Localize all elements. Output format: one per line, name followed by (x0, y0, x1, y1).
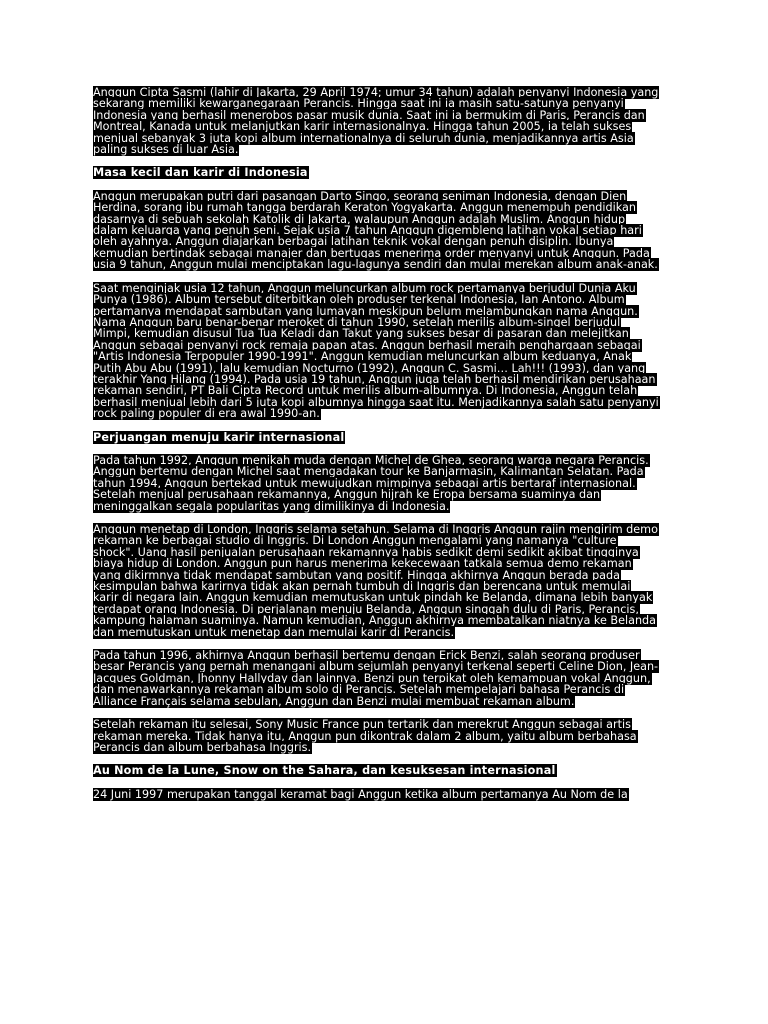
section-heading-au-nom-de-la-lune (93, 765, 659, 776)
paragraph-benzi (93, 650, 659, 707)
paragraph-text: 24 Juni 1997 merupakan tanggal keramat bagi Anggun ketika album pertamanya Au Nom de la (93, 787, 628, 801)
paragraph-text: Anggun Cipta Sasmi (lahir di Jakarta, 29 April 1974; umur 34 tahun) adalah penyanyi Indonesia yang sekarang memiliki kewarganegaraan Perancis. Hingga saat ini ia masih satu-satunya penyanyi Indonesia yang berhasil menerobos pasar musik dunia. Saat ini ia bermukim di Paris, Perancis dan Montreal, Kanada untuk melanjutkan karir internasionalnya. Hingga tahun 2005, ia telah sukses menjual sebanyak 3 juta kopi album internationalnya di seluruh dunia, menjadikannya artis Asia paling sukses di luar Asia. (93, 86, 659, 157)
paragraph-first-album (93, 283, 659, 420)
paragraph-text: Saat menginjak usia 12 tahun, Anggun meluncurkan album rock pertamanya berjudul Dunia Aku Punya (1986). Album tersebut diterbitkan oleh produser terkenal Indonesia, Ian Antono. Album pertamanya mendapat sambutan yang lumayan meskipun belum melambungkan nama Anggun. Nama Anggun baru benar-benar meroket di tahun 1990, setelah merilis album-singel berjudul Mimpi, kemudian disusul Tua Tua Keladi dan Takut yang sukses besar di pasaran dan melejitkan Anggun sebagai penyanyi rock remaja papan atas. Anggun berhasil meraih penghargaan sebagai "Artis Indonesia Terpopuler 1990-1991". Anggun kemudian meluncurkan album keduanya, Anak Putih Abu Abu (1991), lalu kemudian Nocturno (1992), Anggun C. Sasmi… Lah!!! (1993), dan yang terakhir Yang Hilang (1994). Pada usia 19 tahun, Anggun juga telah berhasil mendirikan perusahaan rekaman sendiri, PT Bali Cipta Record untuk merilis album-albumnya. Di Indonesia, Anggun telah berhasil menjual lebih dari 5 juta kopi albumnya hingga saat itu. Menjadikannya salah satu penyanyi rock paling populer di era awal 1990-an. (93, 281, 659, 421)
paragraph-london (93, 524, 659, 638)
paragraph-marriage (93, 455, 659, 512)
heading-text: Perjuangan menuju karir internasional (93, 430, 345, 444)
section-heading-international-struggle (93, 432, 659, 443)
paragraph-text: Anggun merupakan putri dari pasangan Darto Singo, seorang seniman Indonesia, dengan Dien Herdina, sorang ibu rumah tangga berdarah Keraton Yogyakarta. Anggun menempuh pendidikan dasarnya di sebuah sekolah Katolik di Jakarta, walaupun Anggun adalah Muslim. Anggun hidup dalam keluarga yang penuh seni. Sejak usia 7 tahun Anggun digembleng latihan vokal setiap hari oleh ayahnya. Anggun diajarkan berbagai latihan teknik vokal dengan penuh disiplin. Ibunya kemudian bertindak sebagai manajer dan bertugas menerima order menyanyi untuk Anggun. Pada usia 9 tahun, Anggun mulai menciptakan lagu-lagunya sendiri dan mulai merekan album anak-anak. (93, 189, 658, 272)
paragraph-sony (93, 719, 659, 753)
paragraph-text: Pada tahun 1996, akhirnya Anggun berhasil bertemu dengan Erick Benzi, salah seorang produser besar Perancis yang pernah menangani album sejumlah penyanyi terkenal seperti Celine Dion, Jean-Jacques Goldman, Jhonny Hallyday dan lainnya. Benzi pun terpikat oleh kemampuan vokal Anggun, dan menawarkannya rekaman album solo di Perancis. Setelah mempelajari bahasa Perancis di Alliance Français selama sebulan, Anggun dan Benzi mulai membuat rekaman album. (93, 649, 659, 708)
paragraph-text: Setelah rekaman itu selesai, Sony Music France pun tertarik dan merekrut Anggun sebagai artis rekaman mereka. Tidak hanya itu, Anggun pun dikontrak dalam 2 album, yaitu album berbahasa Perancis dan album berbahasa Inggris. (93, 718, 637, 754)
paragraph-text: Anggun menetap di London, Inggris selama setahun. Selama di Inggris Anggun rajin mengirim demo rekaman ke berbagai studio di Inggris. Di London Anggun mengalami yang namanya "culture shock". Uang hasil penjualan perusahaan rekamannya habis sedikit demi sedikit akibat tingginya biaya hidup di London. Anggun pun harus menerima kekecewaan tatkala semua demo rekaman yang dikirmnya tidak mendapat sambutan yang positif. Hingga akhirnya Anggun berada pada kesimpulan bahwa karirnya tidak akan pernah tumbuh di Inggris dan berencana untuk memulai karir di negara lain. Anggun kemudian memutuskan untuk pindah ke Belanda, dimana lebih banyak terdapat orang Indonesia. Di perjalanan menuju Belanda, Anggun singgah dulu di Paris, Perancis, kampung halaman suaminya. Namun kemudian, Anggun akhirnya membatalkan niatnya ke Belanda dan memutuskan untuk menetap dan memulai karir di Perancis. (93, 523, 658, 639)
paragraph-text: Pada tahun 1992, Anggun menikah muda dengan Michel de Ghea, seorang warga negara Perancis. Anggun bertemu dengan Michel saat mengadakan tour ke Banjarmasin, Kalimantan Selatan. Pada tahun 1994, Anggun bertekad untuk mewujudkan mimpinya sebagai artis bertaraf internasional. Setelah menjual perusahaan rekamannya, Anggun hijrah ke Eropa bersama suaminya dan meninggalkan segala popularitas yang dimilikinya di Indonesia. (93, 453, 649, 513)
heading-text: Au Nom de la Lune, Snow on the Sahara, dan kesuksesan internasional (93, 764, 556, 778)
paragraph-june-1997 (93, 789, 659, 800)
heading-text: Masa kecil dan karir di Indonesia (93, 166, 308, 180)
paragraph-intro (93, 87, 659, 155)
section-heading-childhood (93, 167, 659, 178)
document-body (93, 87, 659, 812)
paragraph-childhood (93, 191, 659, 271)
